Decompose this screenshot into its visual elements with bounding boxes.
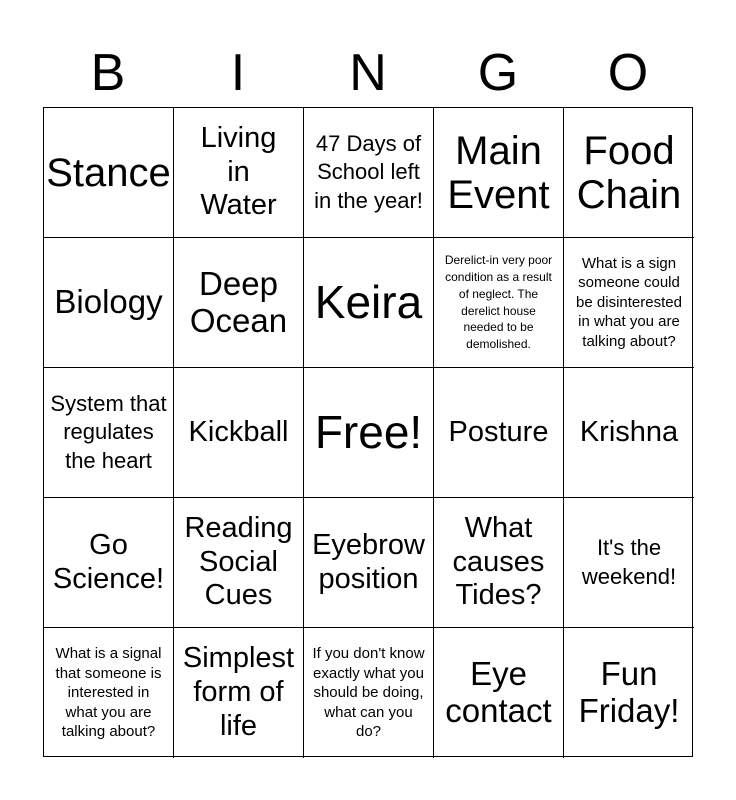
bingo-header — [43, 40, 693, 106]
bingo-cell[interactable] — [304, 108, 434, 238]
bingo-cell[interactable] — [174, 498, 304, 628]
cell-text: Living in Water — [200, 121, 277, 222]
bingo-cell[interactable] — [304, 498, 434, 628]
bingo-cell[interactable] — [44, 108, 174, 238]
bingo-cell[interactable] — [44, 238, 174, 368]
bingo-cell[interactable] — [434, 238, 564, 368]
cell-text: Reading Social Cues — [184, 511, 293, 612]
cell-text: Fun Friday! — [578, 655, 680, 729]
cell-text: Food Chain — [576, 128, 682, 217]
cell-text: What is a sign someone could be disinterested in what you are talking about? — [576, 254, 682, 350]
cell-text: 47 Days of School left in the year! — [314, 130, 423, 213]
cell-text: Free! — [314, 405, 423, 458]
cell-text: Stance — [46, 150, 171, 195]
bingo-cell[interactable] — [564, 498, 694, 628]
header-letter-i: I — [230, 44, 246, 102]
cell-text: Kickball — [188, 415, 289, 448]
bingo-cell[interactable] — [174, 628, 304, 758]
bingo-cell[interactable] — [44, 498, 174, 628]
cell-text: Krishna — [579, 415, 679, 448]
cell-text: It's the weekend! — [581, 534, 677, 589]
bingo-cell[interactable] — [564, 368, 694, 498]
cell-text: Go Science! — [52, 528, 165, 595]
cell-text: What is a signal that someone is interested in what you are talking about? — [55, 645, 162, 741]
bingo-cell[interactable] — [174, 108, 304, 238]
bingo-cell[interactable] — [44, 628, 174, 758]
header-letter-b: B — [90, 44, 126, 102]
bingo-cell[interactable] — [304, 368, 434, 498]
cell-text: Main Event — [447, 128, 550, 217]
cell-text: Deep Ocean — [189, 264, 288, 339]
bingo-cell[interactable] — [434, 368, 564, 498]
bingo-cell[interactable] — [434, 628, 564, 758]
header-letter-o: O — [607, 44, 649, 102]
cell-text: Biology — [54, 283, 163, 321]
bingo-cell[interactable] — [564, 238, 694, 368]
cell-text: Simplest form of life — [182, 642, 295, 742]
bingo-cell[interactable] — [304, 628, 434, 758]
cell-text: If you don't know exactly what you should be doing, what can you do? — [312, 645, 425, 741]
bingo-cell[interactable] — [564, 108, 694, 238]
bingo-cell[interactable] — [434, 498, 564, 628]
cell-text: Keira — [314, 275, 423, 328]
cell-text: System that regulates the heart — [50, 390, 167, 473]
bingo-board — [43, 107, 693, 757]
bingo-cell[interactable] — [174, 368, 304, 498]
cell-text: Eye contact — [445, 655, 552, 729]
cell-text: Posture — [448, 415, 549, 448]
header-letter-n: N — [349, 44, 387, 102]
bingo-cell[interactable] — [434, 108, 564, 238]
bingo-cell[interactable] — [304, 238, 434, 368]
bingo-cell[interactable] — [564, 628, 694, 758]
bingo-cell[interactable] — [44, 368, 174, 498]
bingo-cell[interactable] — [174, 238, 304, 368]
header-letter-g: G — [477, 44, 519, 102]
cell-text: What causes Tides? — [452, 511, 545, 612]
cell-text: Eyebrow position — [312, 528, 425, 595]
cell-text: Derelict-in very poor condition as a result of neglect. The derelict house needed to be demolished. — [444, 253, 553, 352]
